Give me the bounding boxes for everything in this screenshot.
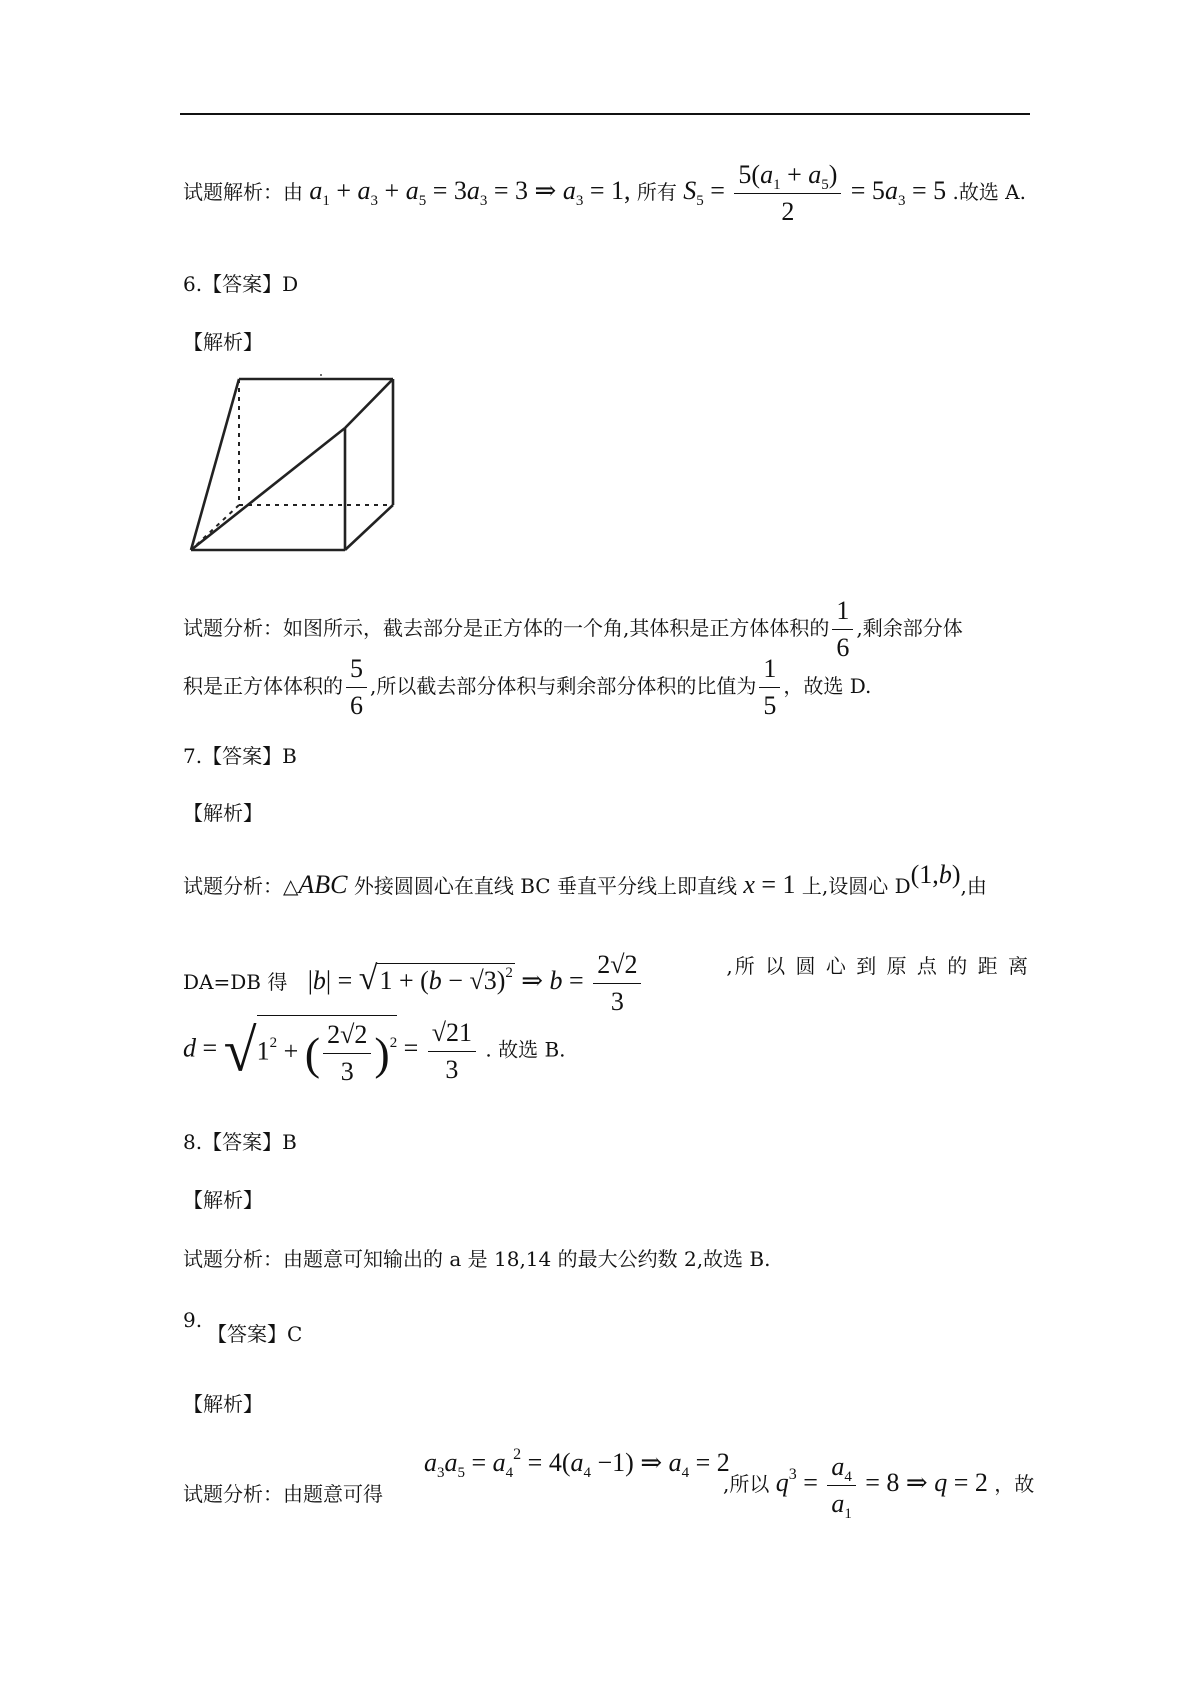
q7-answer: 7.【答案】B (183, 744, 297, 768)
q8-jiexi: 【解析】 (183, 1188, 263, 1212)
q9-jiexi: 【解析】 (183, 1392, 263, 1416)
q9-line1-b: ,所以 (723, 1472, 770, 1496)
q9-line1-a: 试题分析：由题意可得 (183, 1482, 383, 1506)
q7-line3-end: . 故选 B. (485, 1037, 566, 1062)
q7-line3: $d = √1^2$ + ( $\frac{2√2}{3}$ )$^2$ = $\frac{√21}{3}$ . 故选 B. (183, 1015, 566, 1087)
q7-line2: DA=DB 得 $|b| = √1 + (b - √3)^2$ ⇒ b = $\frac{2√2}{3}$ ,所 以 圆 心 到 原 点 的 距 离 (183, 950, 1030, 1016)
q7-line1-b: 外接圆圆心在直线 BC 垂直平分线上即直线 (353, 874, 737, 898)
header-rule (180, 113, 1030, 115)
solution-q5: 试题解析：由 $a_1 + a_3 + a_5 = 3a_3 = 3$ ⇒ $a_3 = 1$, 所有 $S_5$ = $\frac{5(a_1 + a_5)}{2}$ = $5a_3 = 5$ .故选 A. (183, 160, 1026, 226)
q7-jiexi: 【解析】 (183, 801, 263, 825)
q5-prefix: 试题解析：由 (183, 180, 303, 204)
q5-suffix: .故选 A. (952, 180, 1026, 204)
q7-line1-a: 试题分析：△ (183, 874, 299, 898)
q7-line1: 试题分析：△ABC 外接圆圆心在直线 BC 垂直平分线上即直线 x = 1 上,设圆心 D(1,b),由 (183, 860, 987, 899)
q6-answer: 6.【答案】D (183, 272, 299, 296)
q7-line1-d: ,由 (960, 874, 987, 898)
q6-line2: 积是正方体体积的 $\frac{5}{6}$ ,所以截去部分体积与剩余部分体积的比值为 $\frac{1}{5}$ ，故选 D. (183, 654, 872, 720)
cube-figure (183, 372, 403, 557)
q6-line1-a: 试题分析：如图所示，截去部分是正方体的一个角,其体积是正方体体积的 (183, 616, 830, 640)
q8-line1: 试题分析：由题意可知输出的 a 是 18,14 的最大公约数 2,故选 B. (183, 1247, 771, 1271)
q7-line2-b: ,所 以 圆 心 到 原 点 的 距 离 (726, 954, 1030, 978)
q9-eq2: ,所以 $q^3$ = $\frac{a_4}{a_1}$ = 8 ⇒ q = 2 ，故 (723, 1452, 1035, 1522)
q9-line1-c: ，故 (994, 1472, 1035, 1496)
q6-jiexi: 【解析】 (183, 330, 263, 354)
q7-line2-a: DA=DB 得 (183, 970, 288, 994)
q9-number: 9. (183, 1308, 203, 1332)
q6-line1-b: ,剩余部分体 (856, 616, 963, 640)
q9-answer: 【答案】C (207, 1322, 303, 1346)
q9-eq1: $a_3a_5 = a_4^2 = 4(a_4 -1)$ ⇒ $a_4 = 2$ (424, 1446, 730, 1481)
q6-line2-a: 积是正方体体积的 (183, 674, 343, 698)
q6-line2-c: ，故选 D. (783, 674, 872, 698)
q6-line2-b: ,所以截去部分体积与剩余部分体积的比值为 (370, 674, 757, 698)
q7-line1-c: 上,设圆心 D (801, 874, 911, 898)
q8-answer: 8.【答案】B (183, 1130, 297, 1154)
q6-line1: 试题分析：如图所示，截去部分是正方体的一个角,其体积是正方体体积的 $\frac{1}{6}$ ,剩余部分体 (183, 596, 963, 662)
